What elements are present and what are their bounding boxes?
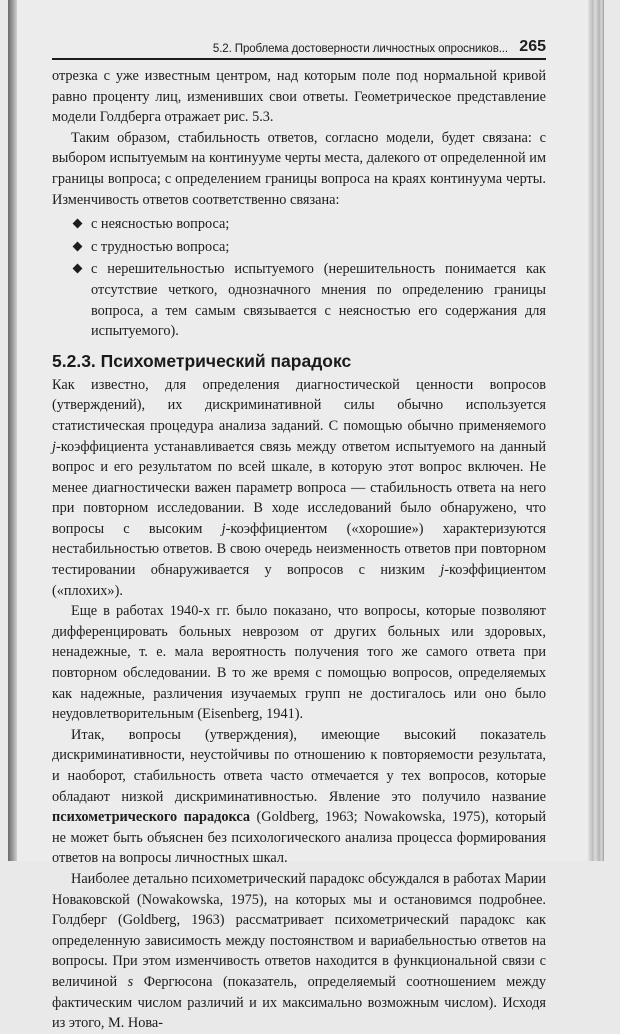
- body-text: [52, 66, 546, 1034]
- list-item: [52, 214, 546, 235]
- page-edge: [588, 0, 604, 861]
- text-run: -коэффициента устанавливается связь между ответом испытуемого на данный вопрос и его результатом по всей шкале, в которую этот вопрос включен. Не менее диагностически важен параметр вопроса — стабильность ответа на него при повторном исследовании. В ходе исследований было обнаружено, что вопросы с высоким: [52, 438, 546, 537]
- page-number: 265: [519, 38, 546, 55]
- text-run: Как известно, для определения диагностической ценности вопросов (утверждений), их дискриминативной силы обычно используется статистическая процедура анализа заданий. С помощью обычно применяемого: [52, 376, 546, 434]
- text-run: Итак, вопросы (утверждения), имеющие высокий показатель дискриминативности, неустойчивы по отношению к повторяемости результата, и наоборот, стабильность ответа часто отмечается у тех вопросов, которые обладают низкой дискриминативностью. Явление это получило название: [52, 726, 546, 805]
- diamond-bullet-icon: [73, 264, 83, 274]
- text-run: -коэффициентом («хорошие») характеризуются нестабильностью ответов. В свою очередь неизменность ответов при повторном тестировании обнаруживается у вопросов с низким: [52, 520, 546, 579]
- book-page: [8, 0, 604, 1032]
- text-run: Наиболее детально психометрический парадокс обсуждался в работах Марии Новаковской (Nowakowska, 1975), на которых мы и остановимся подробнее. Голдберг (Goldberg, 1963) рассматривает психометрический парадокс как определенную зависимость между постоянством и вариабельностью ответов на вопросы. При этом изменчивость ответов находится в функциональной связи с величиной: [52, 870, 546, 990]
- text-run: -коэффициентом («плохих»).: [52, 562, 546, 599]
- list-item-text: с нерешительностью испытуемого (нерешительность понимается как отсутствие четкого, однозначного мнения по определению границы вопроса, а тем самым связывается с неясностью его содержания для испытуемого).: [91, 261, 546, 340]
- term-psychometric-paradox: психометрического парадокса: [52, 809, 251, 826]
- running-header: [52, 36, 546, 60]
- text-run: (Goldberg, 1963; Nowakowska, 1975), который не может быть объяснен без психологического анализа процесса формирования ответов на вопросы личностных шкал.: [52, 809, 546, 867]
- diamond-bullet-icon: [73, 219, 83, 229]
- paragraph-j-coefficient: [52, 375, 546, 602]
- list-item-text: с неясностью вопроса;: [91, 216, 230, 233]
- paragraph-continuation: отрезка с уже известным центром, над которым поле под нормальной кривой равно проценту лиц, изменивших свои ответы. Геометрическое представление модели Голдберга отражает рис. 5.3.: [52, 68, 546, 126]
- list-item: [52, 237, 546, 258]
- page-binding-shadow: [8, 0, 17, 861]
- running-title: 5.2. Проблема достоверности личностных опросников...: [212, 43, 508, 55]
- paragraph-stability: Таким образом, стабильность ответов, согласно модели, будет связана: с выбором испытуемым на континууме черты места, далекого от определенной им границы вопроса; с определением границы вопроса на краях континуума черты. Изменчивость ответов соответственно связана:: [52, 129, 546, 208]
- text-run: Фергюсона (показатель, определяемый соотношением между фактическим числом различий и их максимально возможным числом). Исходя из этого, М. Нова-: [52, 973, 546, 1032]
- italic-s: s: [127, 973, 134, 990]
- paragraph-nowakowska: [52, 869, 546, 1034]
- list-item: [52, 259, 546, 341]
- section-heading: 5.2.3. Психометрический парадокс: [52, 350, 352, 371]
- paragraph-paradox-definition: [52, 725, 546, 869]
- italic-j: j: [221, 520, 226, 537]
- variability-list: [52, 214, 546, 342]
- italic-j: j: [440, 562, 445, 579]
- diamond-bullet-icon: [73, 241, 83, 251]
- paragraph-1940s: Еще в работах 1940-х гг. было показано, что вопросы, которые позволяют дифференцировать больных неврозом от других больных или здоровых, ненадежные, т. е. мала вероятность получения того же самого ответа при повторном обследовании. В то же время с помощью вопросов, определяемых как надежные, различения изучаемых групп не достигалось или оно было неудовлетворительным (Eisenberg, 1941).: [52, 603, 546, 723]
- list-item-text: с трудностью вопроса;: [91, 238, 230, 255]
- italic-j: j: [52, 438, 56, 455]
